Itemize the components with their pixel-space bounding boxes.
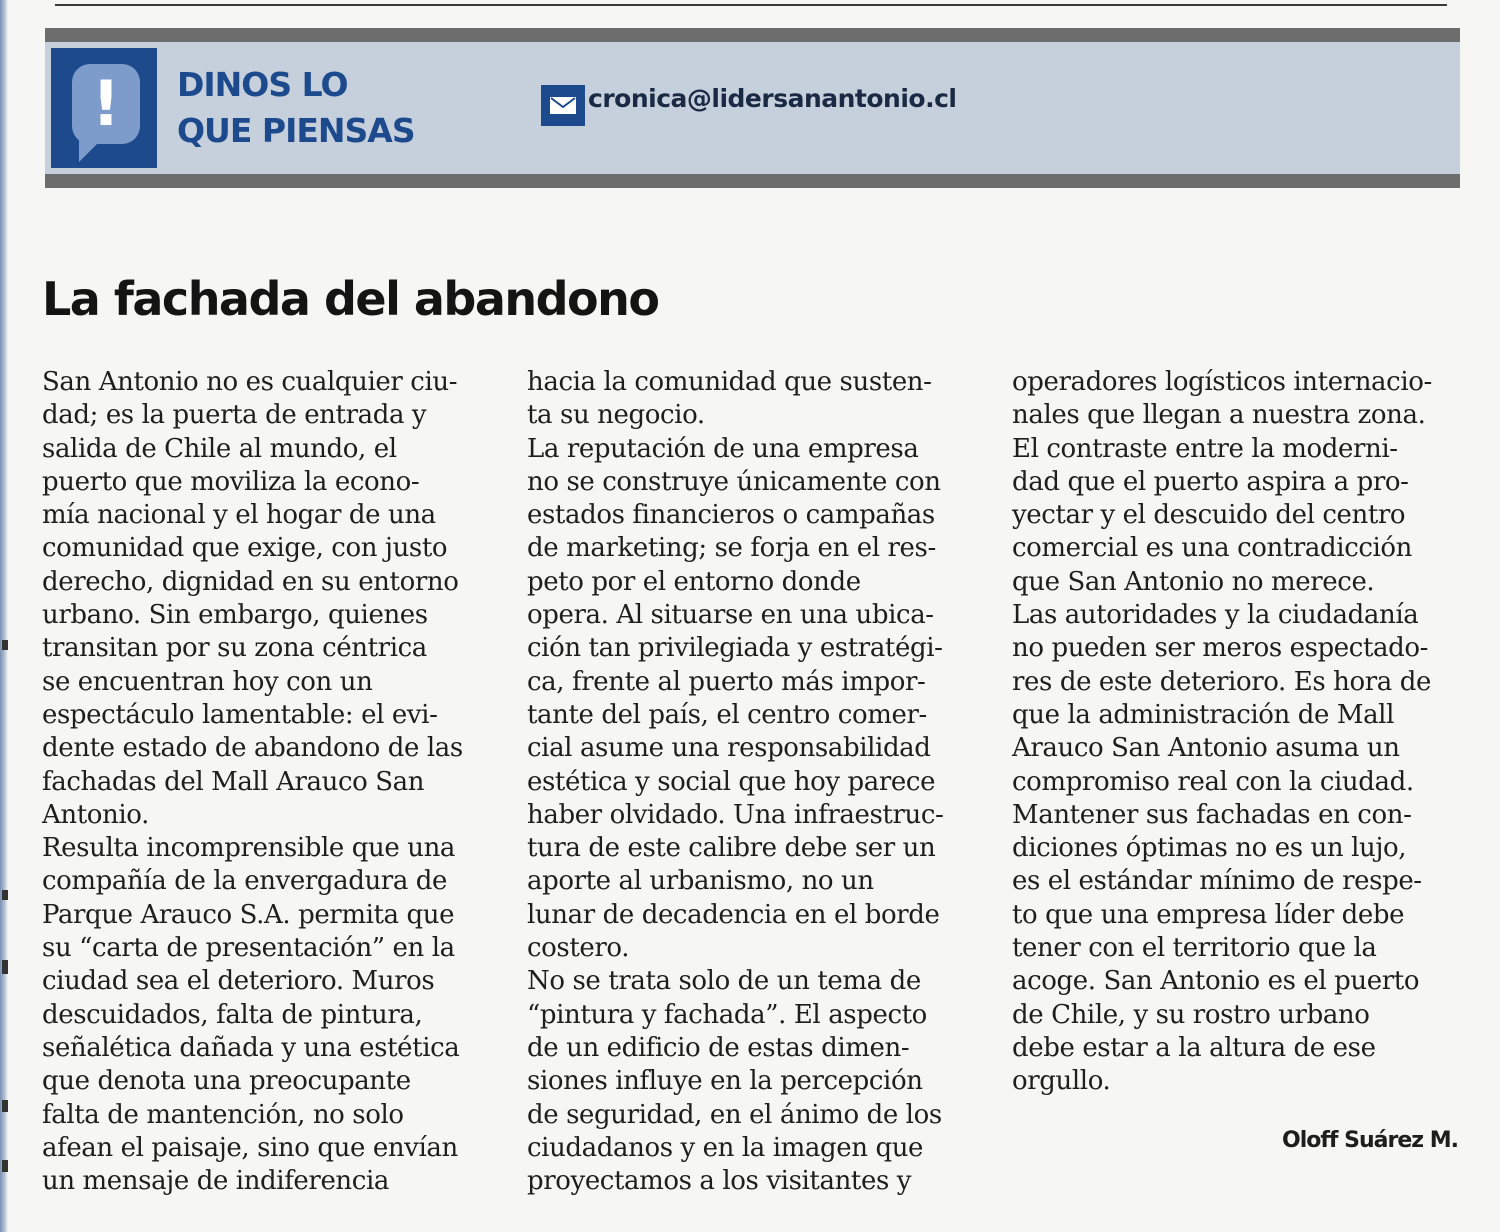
text-line: Antonio. [42, 799, 149, 830]
text-line: espectáculo lamentable: el evi- [42, 699, 438, 730]
text-line: aporte al urbanismo, no un [527, 866, 874, 897]
banner-title-line2: QUE PIENSAS [177, 111, 415, 150]
text-line: estados financieros o campañas [527, 500, 935, 531]
text-line: comercial es una contradicción [1012, 533, 1413, 564]
text-line: que denota una preocupante [42, 1066, 411, 1097]
text-line: ca, frente al puerto más impor- [527, 666, 926, 697]
text-line: su “carta de presentación” en la [42, 933, 455, 964]
text-line: San Antonio no es cualquier ciu- [42, 367, 458, 397]
text-line: hacia la comunidad que susten- [527, 367, 932, 397]
text-line: fachadas del Mall Arauco San [42, 766, 425, 797]
text-line: de un edificio de estas dimen- [527, 1032, 910, 1063]
mail-icon [541, 85, 585, 126]
text-line: No se trata solo de un tema de [527, 966, 921, 997]
text-line: El contraste entre la moderni- [1012, 433, 1398, 464]
text-line: La reputación de una empresa [527, 433, 919, 464]
exclamation-bubble-icon: ! [51, 48, 157, 168]
text-line: tener con el territorio que la [1012, 933, 1377, 964]
text-line: acoge. San Antonio es el puerto [1012, 966, 1420, 997]
page-edge [0, 0, 8, 1232]
article-headline: La fachada del abandono [42, 272, 659, 326]
article-column-3 [1012, 366, 1482, 1099]
text-line: haber olvidado. Una infraestruc- [527, 799, 944, 830]
text-line: falta de mantención, no solo [42, 1099, 404, 1130]
text-line: lunar de decadencia en el borde [527, 899, 940, 930]
text-line: Mantener sus fachadas en con- [1012, 799, 1412, 830]
text-line: ciudad sea el deterioro. Muros [42, 966, 435, 997]
text-line: derecho, dignidad en su entorno [42, 566, 459, 597]
banner-title-line1: DINOS LO [177, 65, 348, 104]
text-line: to que una empresa líder debe [1012, 899, 1405, 930]
text-line: descuidados, falta de pintura, [42, 999, 423, 1030]
text-line: señalética dañada y una estética [42, 1032, 460, 1063]
text-line: tante del país, el centro comer- [527, 699, 927, 730]
text-line: peto por el entorno donde [527, 566, 861, 597]
contact-email[interactable]: cronica@lidersanantonio.cl [588, 84, 957, 113]
banner-title [177, 62, 415, 154]
text-line: Resulta incomprensible que una [42, 833, 456, 864]
feedback-banner [45, 28, 1460, 188]
text-line: se encuentran hoy con un [42, 666, 373, 697]
text-line: ta su negocio. [527, 400, 705, 431]
text-line: Arauco San Antonio asuma un [1012, 733, 1400, 764]
text-line: costero. [527, 933, 630, 964]
text-line: no se construye únicamente con [527, 466, 941, 497]
article-byline: Oloff Suárez M. [1282, 1128, 1458, 1153]
text-line: opera. Al situarse en una ubica- [527, 600, 934, 631]
text-line: proyectamos a los visitantes y [527, 1166, 912, 1197]
edge-mark [2, 890, 8, 900]
text-line: de marketing; se forja en el res- [527, 533, 936, 564]
edge-mark [2, 960, 8, 974]
text-line: transitan por su zona céntrica [42, 633, 427, 664]
text-line: que la administración de Mall [1012, 699, 1395, 730]
text-line: no pueden ser meros espectado- [1012, 633, 1428, 664]
text-line: diciones óptimas no es un lujo, [1012, 833, 1407, 864]
top-rule [55, 4, 1447, 6]
text-line: dad; es la puerta de entrada y [42, 400, 427, 431]
article-column-1 [42, 366, 512, 1198]
article-column-2 [527, 366, 997, 1198]
text-line: cial asume una responsabilidad [527, 733, 931, 764]
text-line: compromiso real con la ciudad. [1012, 766, 1414, 797]
text-line: dad que el puerto aspira a pro- [1012, 466, 1409, 497]
text-line: urbano. Sin embargo, quienes [42, 600, 428, 631]
text-line: de seguridad, en el ánimo de los [527, 1099, 942, 1130]
text-line: orgullo. [1012, 1066, 1111, 1097]
text-line: nales que llegan a nuestra zona. [1012, 400, 1426, 431]
text-line: res de este deterioro. Es hora de [1012, 666, 1431, 697]
text-line: ciudadanos y en la imagen que [527, 1132, 924, 1163]
text-line: compañía de la envergadura de [42, 866, 448, 897]
text-line: mía nacional y el hogar de una [42, 500, 436, 531]
text-line: “pintura y fachada”. El aspecto [527, 999, 927, 1030]
text-line: estética y social que hoy parece [527, 766, 936, 797]
text-line: comunidad que exige, con justo [42, 533, 448, 564]
text-line: un mensaje de indiferencia [42, 1166, 389, 1197]
text-line: ción tan privilegiada y estratégi- [527, 633, 943, 664]
edge-mark [2, 1160, 8, 1172]
edge-mark [2, 640, 8, 650]
text-line: debe estar a la altura de ese [1012, 1032, 1376, 1063]
text-line: puerto que moviliza la econo- [42, 466, 420, 497]
text-line: Parque Arauco S.A. permita que [42, 899, 455, 930]
text-line: Las autoridades y la ciudadanía [1012, 600, 1419, 631]
text-line: salida de Chile al mundo, el [42, 433, 397, 464]
text-line: afean el paisaje, sino que envían [42, 1132, 458, 1163]
text-line: tura de este calibre debe ser un [527, 833, 936, 864]
text-line: siones influye en la percepción [527, 1066, 923, 1097]
text-line: operadores logísticos internacio- [1012, 367, 1432, 397]
text-line: de Chile, y su rostro urbano [1012, 999, 1370, 1030]
text-line: dente estado de abandono de las [42, 733, 463, 764]
text-line: que San Antonio no merece. [1012, 566, 1375, 597]
edge-mark [2, 1100, 8, 1112]
text-line: es el estándar mínimo de respe- [1012, 866, 1422, 897]
text-line: yectar y el descuido del centro [1012, 500, 1406, 531]
